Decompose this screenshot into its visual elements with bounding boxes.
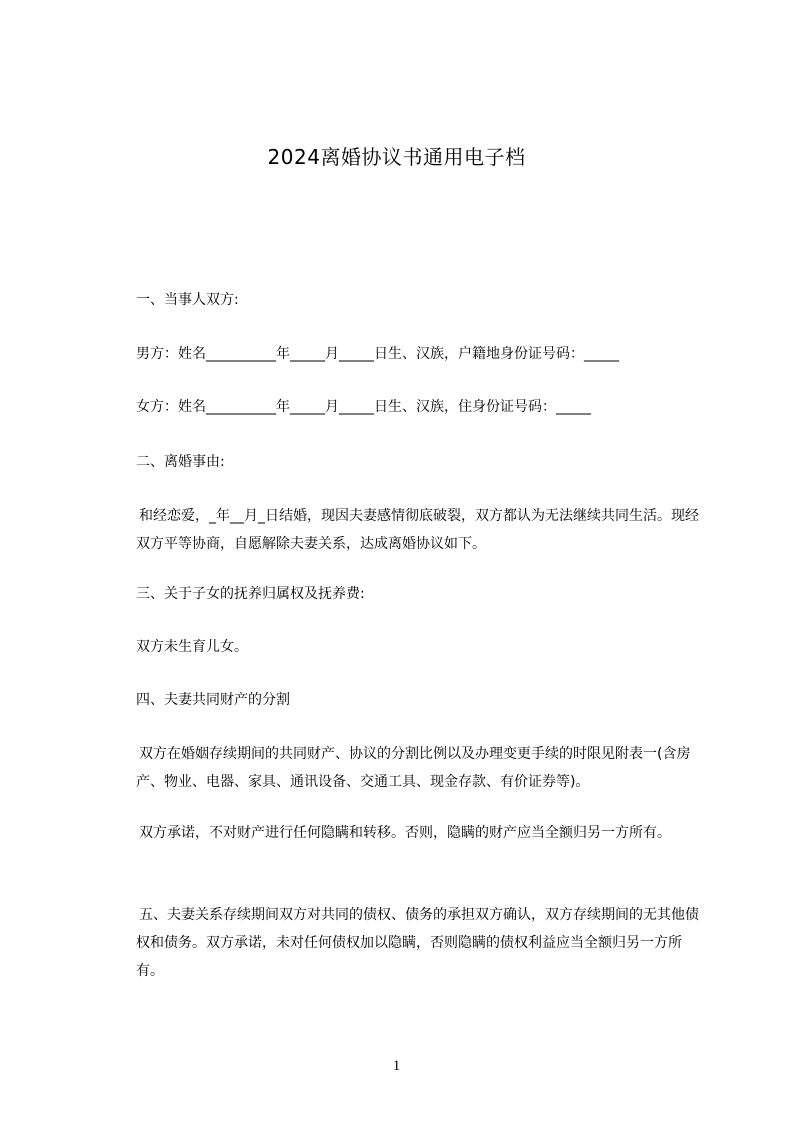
section-1-heading: 一、当事人双方:	[136, 292, 239, 308]
section-4-body-1: 双方在婚姻存续期间的共同财产、协议的分割比例以及办理变更手续的时限见附表一(含房产、物业、电器、家具、通讯设备、交通工具、现金存款、有价证券等)。	[136, 746, 691, 790]
section-5-body: 五、夫妻关系存续期间双方对共同的债权、债务的承担双方确认，双方存续期间的无其他债权和债务。双方承诺，未对任何债权加以隐瞒，否则隐瞒的债权利益应当全额归另一方所有。	[136, 907, 699, 979]
section-2-heading: 二、离婚事由:	[136, 454, 225, 470]
document-title: 2024离婚协议书通用电子档	[267, 145, 526, 169]
section-4-heading: 四、夫妻共同财产的分割	[136, 692, 290, 708]
section-3-body: 双方未生育儿女。	[136, 639, 248, 655]
female-party-line: 女方：姓名__________年_____月_____日生、汉族，住身份证号码：_____	[136, 399, 591, 415]
section-2-body: 和经恋爱，_年__月_日结婚，现因夫妻感情彻底破裂，双方都认为无法继续共同生活。现经双方平等协商，自愿解除夫妻关系，达成离婚协议如下。	[136, 508, 699, 552]
male-party-line: 男方：姓名__________年_____月_____日生、汉族，户籍地身份证号码：_____	[136, 346, 619, 362]
section-4-body-2: 双方承诺，不对财产进行任何隐瞒和转移。否则，隐瞒的财产应当全额归另一方所有。	[139, 825, 671, 841]
section-3-heading: 三、关于子女的抚养归属权及抚养费:	[136, 586, 365, 602]
page-number: 1	[392, 1058, 401, 1074]
